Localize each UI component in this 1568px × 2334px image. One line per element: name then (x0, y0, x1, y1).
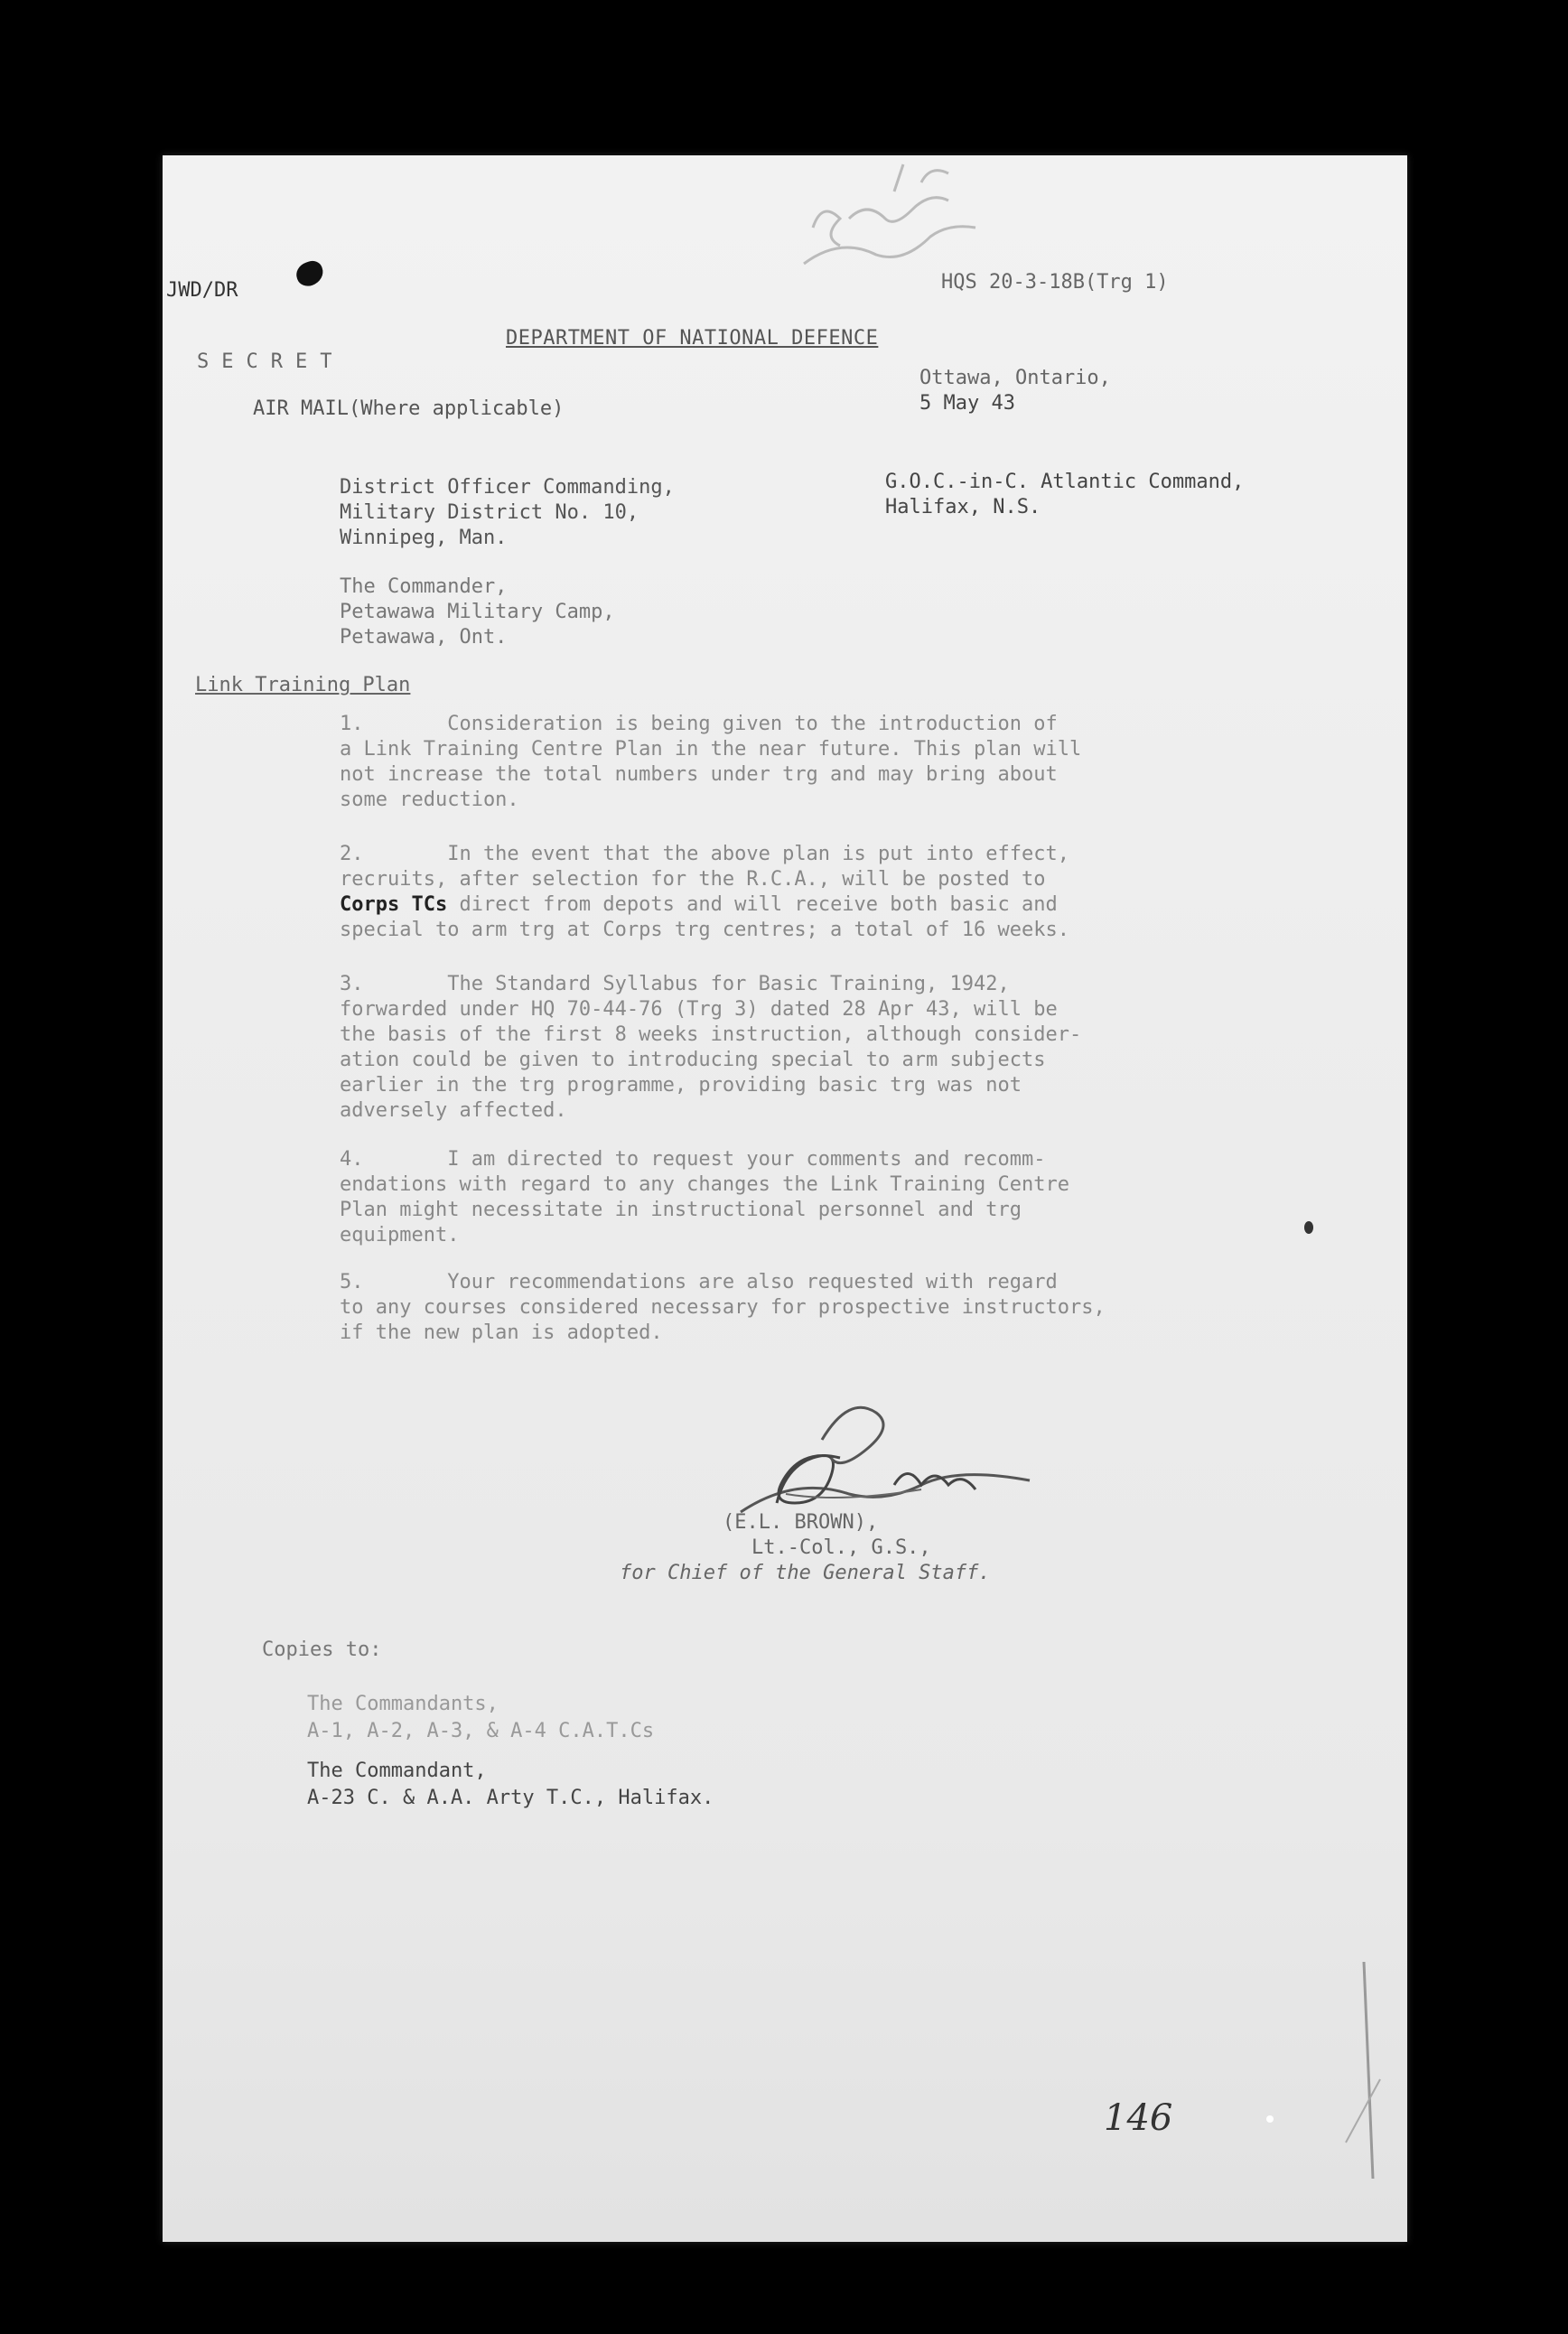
subject-heading: Link Training Plan (195, 674, 411, 696)
signatory-name: (E.L. BROWN), (723, 1511, 879, 1534)
paragraph-2-part-a: 2. In the event that the above plan is put into effect, recruits, after selection for the R.C.A., will be posted to (340, 843, 1069, 891)
speck (1304, 1221, 1313, 1234)
folio-number: 146 (1104, 2097, 1173, 2139)
copies-group-2: The Commandant, A-23 C. & A.A. Arty T.C., Halifax. (307, 1760, 714, 1809)
paragraph-2 (340, 842, 1261, 943)
addressee-petawawa: The Commander, Petawawa Military Camp, Petawawa, Ont. (340, 575, 615, 649)
paragraph-3: 3. The Standard Syllabus for Basic Training, 1942, forwarded under HQ 70-44-76 (Trg 3) dated 28 Apr 43, will be the basis of the first 8 weeks instruction, although consider- ation could be given to introducing special to arm subjects earlier in the trg programme, providing basic trg was not adversely affected. (340, 973, 1082, 1122)
classification-label: SECRET (197, 350, 345, 373)
paragraph-4: 4. I am directed to request your comments and recomm- endations with regard to any changes the Link Training Centre Plan might necessitate in instructional personnel and trg equipment. (340, 1148, 1069, 1246)
paragraph-1: 1. Consideration is being given to the introduction of a Link Training Centre Plan in the near future. This plan will not increase the total numbers under trg and may bring about some reduction. (340, 713, 1082, 811)
department-heading: DEPARTMENT OF NATIONAL DEFENCE (506, 327, 879, 350)
reference-initials: JWD/DR (166, 279, 238, 302)
addressee-district: District Officer Commanding, Military District No. 10, Winnipeg, Man. (340, 476, 675, 549)
copies-heading: Copies to: (262, 1638, 382, 1661)
page-edge-damage (1274, 1962, 1382, 2179)
speck (1266, 2115, 1274, 2123)
delivery-note: AIR MAIL(Where applicable) (253, 397, 565, 420)
paragraph-2-corps-tcs: Corps TCs (340, 893, 448, 916)
addressee-atlantic: G.O.C.-in-C. Atlantic Command, Halifax, N.S. (885, 471, 1245, 518)
date-line: 5 May 43 (919, 392, 1015, 415)
ink-blot (293, 258, 326, 290)
paragraph-2-part-c: direct from depots and will receive both basic and special to arm trg at Corps trg centres; a total of 16 weeks. (340, 893, 1069, 941)
signatory-for: for Chief of the General Staff. (620, 1562, 991, 1584)
file-reference: HQS 20-3-18B(Trg 1) (941, 271, 1169, 294)
paragraph-5: 5. Your recommendations are also requested with regard to any courses considered necessary for prospective instructors, if the new plan is adopted. (340, 1271, 1106, 1344)
place-line: Ottawa, Ontario, (919, 367, 1111, 389)
copies-group-1: The Commandants, A-1, A-2, A-3, & A-4 C.A.T.Cs (307, 1693, 655, 1742)
signatory-rank: Lt.-Col., G.S., (751, 1536, 931, 1559)
document-page (163, 155, 1407, 2242)
